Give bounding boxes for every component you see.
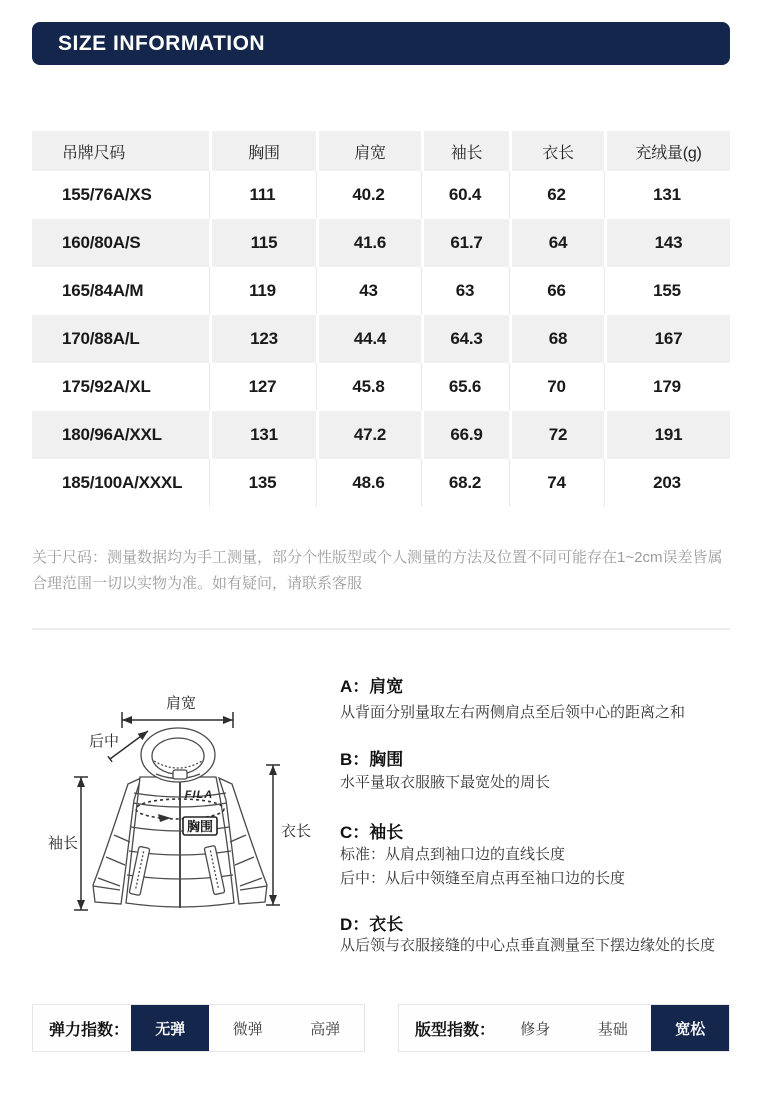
- cell-sleeve: 65.6: [421, 363, 509, 411]
- label-garment-length: 衣长: [280, 823, 312, 840]
- cell-sleeve: 66.9: [421, 411, 509, 459]
- cell-chest: 127: [209, 363, 316, 411]
- cell-length: 64: [509, 219, 604, 267]
- cell-size: 170/88A/L: [62, 329, 140, 348]
- chest-label: 胸围: [186, 819, 214, 834]
- cell-size: 185/100A/XXXL: [62, 473, 183, 492]
- cell-sleeve: 63: [421, 267, 509, 315]
- label-shoulder-width: 肩宽: [165, 695, 197, 712]
- table-row: [32, 267, 730, 315]
- guide-d-desc: 从后领与衣服接缝的中心点垂直测量至下摆边缘处的长度: [340, 937, 716, 954]
- cell-chest: 111: [209, 171, 316, 219]
- table-row: [32, 363, 730, 411]
- guide-b-title: B：胸围: [340, 750, 404, 769]
- col-header-length: 衣长: [509, 131, 604, 171]
- guide-b-desc: 水平量取衣服腋下最宽处的周长: [340, 774, 551, 791]
- cell-sleeve: 60.4: [421, 171, 509, 219]
- elasticity-option-none[interactable]: 无弹: [131, 1005, 209, 1051]
- zipper-garage: [173, 770, 187, 779]
- label-back-center: 后中: [88, 733, 120, 750]
- cell-length: 66: [509, 267, 604, 315]
- section-divider: [32, 628, 730, 630]
- cell-length: 74: [509, 459, 604, 507]
- cell-fill: 179: [604, 363, 730, 411]
- table-row: [32, 315, 730, 363]
- table-row: [32, 411, 730, 459]
- cell-shoulder: 45.8: [316, 363, 421, 411]
- label-sleeve-length: 袖长: [47, 835, 79, 852]
- cell-length: 62: [509, 171, 604, 219]
- cell-size: 180/96A/XXL: [62, 425, 162, 444]
- cell-chest: 119: [209, 267, 316, 315]
- elasticity-index-bar: [32, 1004, 365, 1052]
- size-table: [32, 131, 730, 507]
- col-header-size: 吊牌尺码: [62, 144, 126, 162]
- brand-logo: FILA: [184, 789, 214, 801]
- elasticity-option-high[interactable]: 高弹: [310, 1020, 341, 1038]
- guide-d-title: D：衣长: [340, 915, 404, 934]
- table-row: [32, 219, 730, 267]
- col-header-fill: 充绒量(g): [604, 131, 730, 171]
- cell-shoulder: 40.2: [316, 171, 421, 219]
- fit-option-slim[interactable]: 修身: [520, 1020, 551, 1038]
- table-row: [32, 171, 730, 219]
- fit-option-loose[interactable]: 宽松: [651, 1005, 729, 1051]
- cell-chest: 135: [209, 459, 316, 507]
- cell-length: 72: [509, 411, 604, 459]
- cell-shoulder: 44.4: [316, 315, 421, 363]
- size-note: 关于尺码：测量数据均为手工测量，部分个性版型或个人测量的方法及位置不同可能存在1~2cm误差皆属合理范围一切以实物为准。如有疑问，请联系客服: [32, 549, 723, 593]
- cell-size: 155/76A/XS: [62, 185, 152, 204]
- cell-fill: 155: [604, 267, 730, 315]
- cell-shoulder: 41.6: [316, 219, 421, 267]
- cell-fill: 143: [604, 219, 730, 267]
- table-header-row: [32, 131, 730, 171]
- cell-size: 160/80A/S: [62, 233, 141, 252]
- cell-length: 68: [509, 315, 604, 363]
- guide-a-title: A：肩宽: [340, 677, 404, 696]
- cell-fill: 131: [604, 171, 730, 219]
- elasticity-label: 弹力指数：: [49, 1021, 130, 1039]
- cell-shoulder: 48.6: [316, 459, 421, 507]
- fit-option-regular[interactable]: 基础: [597, 1020, 628, 1038]
- cell-fill: 203: [604, 459, 730, 507]
- cell-chest: 131: [209, 411, 316, 459]
- cell-sleeve: 64.3: [421, 315, 509, 363]
- guide-c-desc-backcenter: 后中：从后中领缝至肩点再至袖口边的长度: [340, 870, 626, 887]
- cell-fill: 167: [604, 315, 730, 363]
- guide-a-desc: 从背面分别量取左右两侧肩点至后领中心的距离之和: [340, 704, 686, 721]
- cell-sleeve: 61.7: [421, 219, 509, 267]
- cell-shoulder: 47.2: [316, 411, 421, 459]
- cell-chest: 115: [209, 219, 316, 267]
- fit-label: 版型指数：: [415, 1021, 496, 1039]
- guide-c-title: C：袖长: [340, 823, 404, 842]
- section-title: SIZE INFORMATION: [58, 31, 266, 55]
- cell-length: 70: [509, 363, 604, 411]
- section-header: [32, 22, 730, 65]
- guide-c-desc-standard: 标准：从肩点到袖口边的直线长度: [340, 846, 566, 863]
- fit-index-bar: [398, 1004, 730, 1052]
- cell-shoulder: 43: [316, 267, 421, 315]
- jacket-measurement-diagram: [40, 685, 320, 925]
- col-header-sleeve: 袖长: [421, 131, 509, 171]
- cell-sleeve: 68.2: [421, 459, 509, 507]
- cell-chest: 123: [209, 315, 316, 363]
- elasticity-option-slight[interactable]: 微弹: [232, 1020, 263, 1038]
- col-header-chest: 胸围: [209, 131, 316, 171]
- col-header-shoulder: 肩宽: [316, 131, 421, 171]
- cell-fill: 191: [604, 411, 730, 459]
- cell-size: 175/92A/XL: [62, 377, 151, 396]
- table-row: [32, 459, 730, 507]
- cell-size: 165/84A/M: [62, 281, 144, 300]
